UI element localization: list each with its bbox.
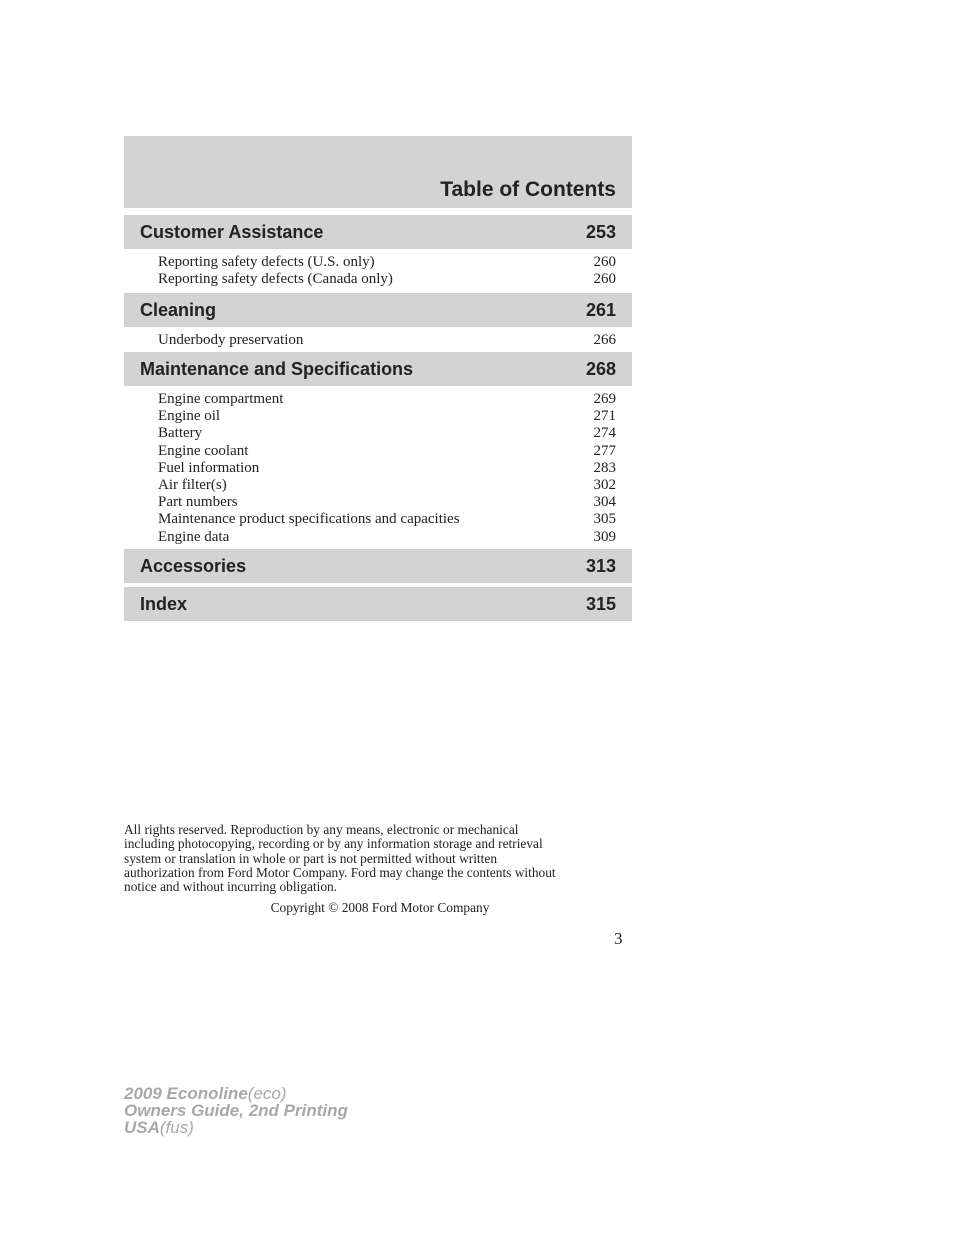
entry-label: Reporting safety defects (Canada only) (158, 271, 393, 288)
document-footer (124, 1085, 348, 1136)
page-title: Table of Contents (440, 178, 616, 201)
entry-page: 274 (593, 425, 616, 442)
entry-page: 302 (593, 477, 616, 494)
footer-model-code: (eco) (247, 1084, 287, 1103)
toc-entry[interactable] (158, 332, 616, 349)
entry-label: Maintenance product specifications and capacities (158, 511, 460, 528)
entry-page: 260 (593, 254, 616, 270)
section-title: Customer Assistance (140, 221, 324, 242)
toc-section-index[interactable] (124, 587, 632, 621)
entry-page: 277 (593, 442, 616, 459)
toc-section-maintenance[interactable] (124, 352, 632, 386)
legal-notice (124, 823, 634, 894)
toc-entry[interactable] (158, 494, 616, 511)
section-page: 268 (585, 358, 616, 379)
toc-entry[interactable] (158, 408, 616, 425)
legal-line: notice and without incurring obligation. (124, 879, 338, 895)
legal-line: including photocopying, recording or by any information storage and retrieval (124, 836, 543, 852)
section-title: Index (140, 593, 188, 614)
section-page: 315 (585, 593, 616, 614)
toc-entry[interactable] (158, 254, 616, 271)
entry-page: 304 (593, 494, 616, 511)
section-page: 253 (585, 221, 616, 242)
toc-entry[interactable] (158, 391, 616, 408)
copyright-notice: Copyright © 2008 Ford Motor Company (270, 900, 490, 915)
toc-entry[interactable] (158, 477, 616, 494)
footer-guide: Owners Guide, 2nd Printing (124, 1101, 348, 1120)
entry-label: Fuel information (158, 459, 260, 476)
section-page: 313 (585, 555, 616, 576)
header-band (124, 136, 632, 208)
section-title: Cleaning (140, 299, 217, 320)
toc-section-accessories[interactable] (124, 549, 632, 583)
entry-page: 309 (593, 528, 616, 545)
toc-section-cleaning[interactable] (124, 293, 632, 327)
toc-entries (158, 254, 616, 288)
footer-model: 2009 Econoline (124, 1084, 248, 1103)
section-page: 261 (585, 299, 616, 320)
toc-entry[interactable] (158, 529, 616, 546)
toc-entry[interactable] (158, 425, 616, 442)
entry-page: 266 (593, 332, 616, 348)
toc-entry[interactable] (158, 271, 616, 288)
toc-entries (158, 332, 616, 349)
entry-page: 269 (593, 391, 616, 407)
entry-label: Engine data (158, 528, 230, 545)
entry-label: Battery (158, 425, 203, 442)
entry-label: Engine coolant (158, 442, 249, 459)
footer-market-code: (fus) (159, 1118, 194, 1137)
legal-line: All rights reserved. Reproduction by any means, electronic or mechanical (124, 822, 519, 837)
entry-label: Air filter(s) (158, 477, 227, 494)
entry-label: Engine oil (158, 408, 221, 425)
entry-label: Underbody preservation (158, 332, 304, 348)
toc-entry[interactable] (158, 460, 616, 477)
entry-page: 305 (593, 511, 616, 528)
legal-line: system or translation in whole or part is not permitted without written (124, 850, 498, 866)
section-title: Maintenance and Specifications (140, 358, 414, 379)
toc-entry[interactable] (158, 511, 616, 528)
toc-section-customer-assistance[interactable] (124, 215, 632, 249)
entry-page: 260 (593, 271, 616, 288)
toc-entry[interactable] (158, 443, 616, 460)
entry-label: Reporting safety defects (U.S. only) (158, 254, 375, 270)
entry-label: Part numbers (158, 494, 238, 511)
entry-page: 271 (593, 408, 616, 425)
entry-label: Engine compartment (158, 391, 284, 407)
footer-market: USA (124, 1118, 160, 1137)
entry-page: 283 (593, 459, 616, 476)
page-number: 3 (614, 929, 623, 948)
legal-line: authorization from Ford Motor Company. Ford may change the contents without (124, 864, 556, 880)
section-title: Accessories (140, 555, 247, 576)
toc-entries (158, 391, 616, 546)
